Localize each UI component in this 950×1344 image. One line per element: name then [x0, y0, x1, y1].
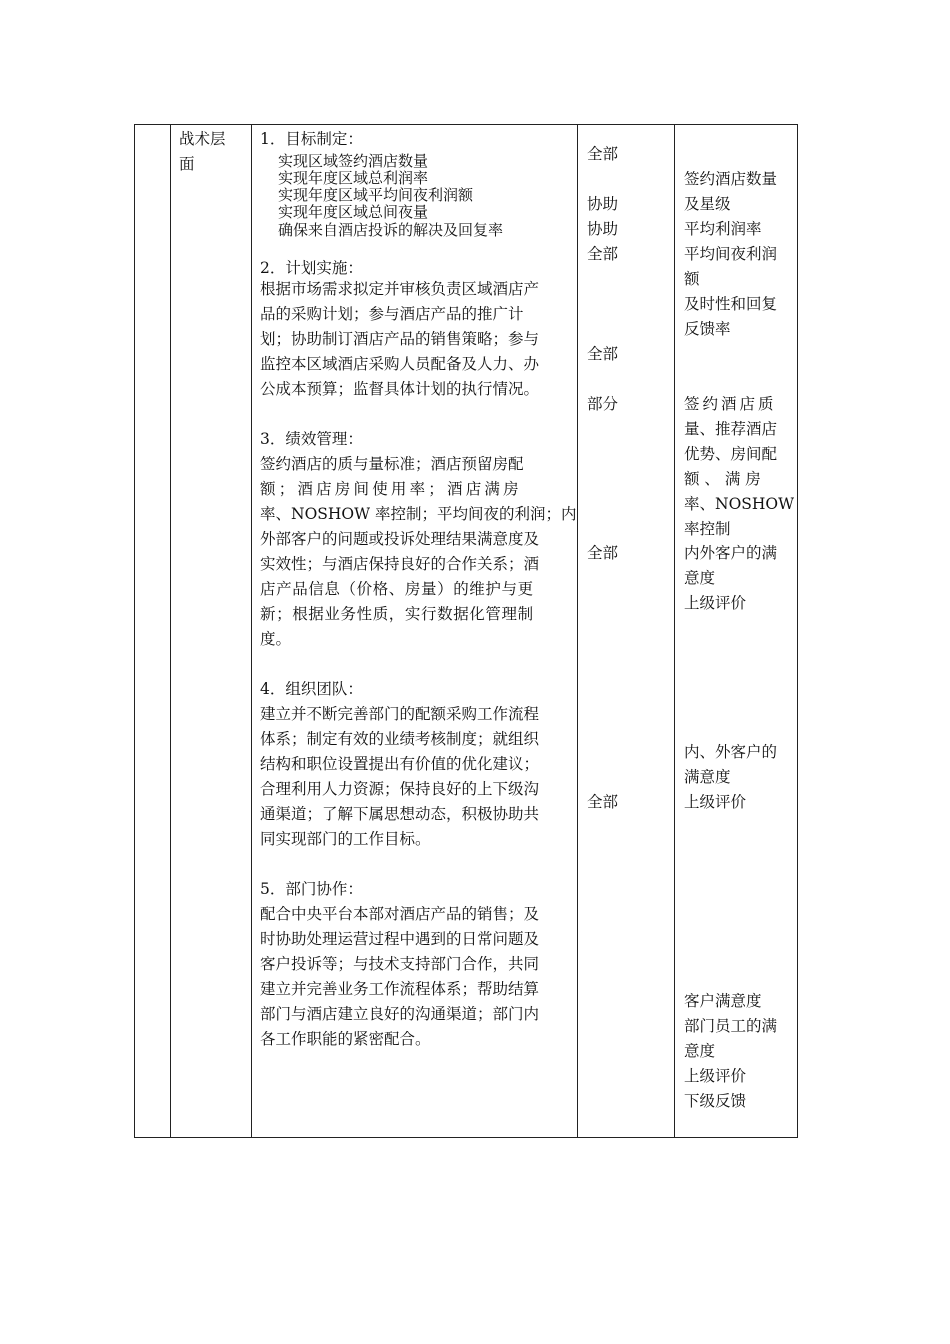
goal-item: 确保来自酒店投诉的解决及回复率 — [278, 221, 504, 239]
measure-line: 部门员工的满 — [684, 1017, 778, 1035]
measure-line: 及星级 — [684, 195, 731, 213]
section-line: 额；酒店房间使用率；酒店满房 — [260, 480, 522, 498]
section-line: 结构和职位设置提出有价值的优化建议； — [260, 755, 540, 773]
section-line: 合理利用人力资源；保持良好的上下级沟 — [260, 780, 540, 798]
section-heading: 3．绩效管理： — [260, 430, 363, 448]
section-line: 划；协助制订酒店产品的销售策略；参与 — [260, 330, 540, 348]
measure-line: 平均利润率 — [684, 220, 762, 238]
section-line: 度。 — [260, 630, 292, 648]
measure-line: 内外客户的满 — [684, 544, 778, 562]
section-line: 各工作职能的紧密配合。 — [260, 1030, 431, 1048]
section-line: 品的采购计划；参与酒店产品的推广计 — [260, 305, 524, 323]
section-line: 时协助处理运营过程中遇到的日常问题及 — [260, 930, 540, 948]
column-divider — [170, 125, 171, 1137]
measure-line: 上级评价 — [684, 793, 747, 811]
category-text: 面 — [179, 155, 195, 173]
measure-line: 内、外客户的 — [684, 743, 778, 761]
measure-line: 满意度 — [684, 768, 731, 786]
section-heading: 4．组织团队： — [260, 680, 363, 698]
measure-line: 上级评价 — [684, 1067, 747, 1085]
measure-line: 上级评价 — [684, 594, 747, 612]
section-heading: 1．目标制定： — [260, 130, 363, 148]
section-line: 配合中央平台本部对酒店产品的销售；及 — [260, 905, 540, 923]
authority-value: 全部 — [587, 245, 619, 263]
authority-value: 协助 — [587, 220, 619, 238]
measure-line: 平均间夜利润 — [684, 245, 778, 263]
measure-line: 率控制 — [684, 520, 731, 538]
column-divider — [577, 125, 578, 1137]
measure-line: 客户满意度 — [684, 992, 762, 1010]
section-line: 率、NOSHOW 率控制；平均间夜的利润；内 — [260, 505, 577, 523]
authority-value: 协助 — [587, 195, 619, 213]
authority-value: 全部 — [587, 793, 619, 811]
measure-line: 反馈率 — [684, 320, 731, 338]
measure-line: 额 — [684, 270, 700, 288]
authority-value: 全部 — [587, 544, 619, 562]
goal-item: 实现年度区域总利润率 — [278, 169, 429, 187]
goal-item: 实现年度区域总间夜量 — [278, 203, 429, 221]
section-line: 建立并完善业务工作流程体系；帮助结算 — [260, 980, 540, 998]
measure-line: 优势、房间配 — [684, 445, 778, 463]
authority-value: 部分 — [587, 395, 619, 413]
section-line: 公成本预算；监督具体计划的执行情况。 — [260, 380, 540, 398]
section-line: 实效性；与酒店保持良好的合作关系；酒 — [260, 555, 540, 573]
measure-line: 签约酒店质 — [684, 395, 777, 413]
measure-line: 率、NOSHOW — [684, 495, 795, 513]
section-line: 建立并不断完善部门的配额采购工作流程 — [260, 705, 540, 723]
authority-value: 全部 — [587, 345, 619, 363]
category-text: 战术层 — [179, 130, 226, 148]
column-divider — [674, 125, 675, 1137]
goal-item: 实现区域签约酒店数量 — [278, 152, 429, 170]
measure-line: 及时性和回复 — [684, 295, 778, 313]
section-line: 签约酒店的质与量标准；酒店预留房配 — [260, 455, 524, 473]
section-line: 外部客户的问题或投诉处理结果满意度及 — [260, 530, 540, 548]
measure-line: 下级反馈 — [684, 1092, 747, 1110]
section-heading: 2．计划实施： — [260, 259, 363, 277]
measure-line: 额 、 满 房 — [684, 470, 761, 488]
section-line: 监控本区域酒店采购人员配备及人力、办 — [260, 355, 540, 373]
measure-line: 量、推荐酒店 — [684, 420, 778, 438]
measure-line: 意度 — [684, 569, 716, 587]
goal-item: 实现年度区域平均间夜利润额 — [278, 186, 474, 204]
section-heading: 5．部门协作： — [260, 880, 363, 898]
section-line: 新；根据业务性质，实行数据化管理制 — [260, 605, 534, 623]
section-line: 同实现部门的工作目标。 — [260, 830, 431, 848]
section-line: 根据市场需求拟定并审核负责区域酒店产 — [260, 280, 540, 298]
section-line: 体系；制定有效的业绩考核制度；就组织 — [260, 730, 540, 748]
measure-line: 签约酒店数量 — [684, 170, 778, 188]
authority-value: 全部 — [587, 145, 619, 163]
measure-line: 意度 — [684, 1042, 716, 1060]
responsibility-table — [134, 124, 798, 1138]
section-line: 通渠道；了解下属思想动态，积极协助共 — [260, 805, 540, 823]
section-line: 客户投诉等；与技术支持部门合作，共同 — [260, 955, 540, 973]
section-line: 部门与酒店建立良好的沟通渠道；部门内 — [260, 1005, 540, 1023]
section-line: 店产品信息（价格、房量）的维护与更 — [260, 580, 534, 598]
column-divider — [251, 125, 252, 1137]
